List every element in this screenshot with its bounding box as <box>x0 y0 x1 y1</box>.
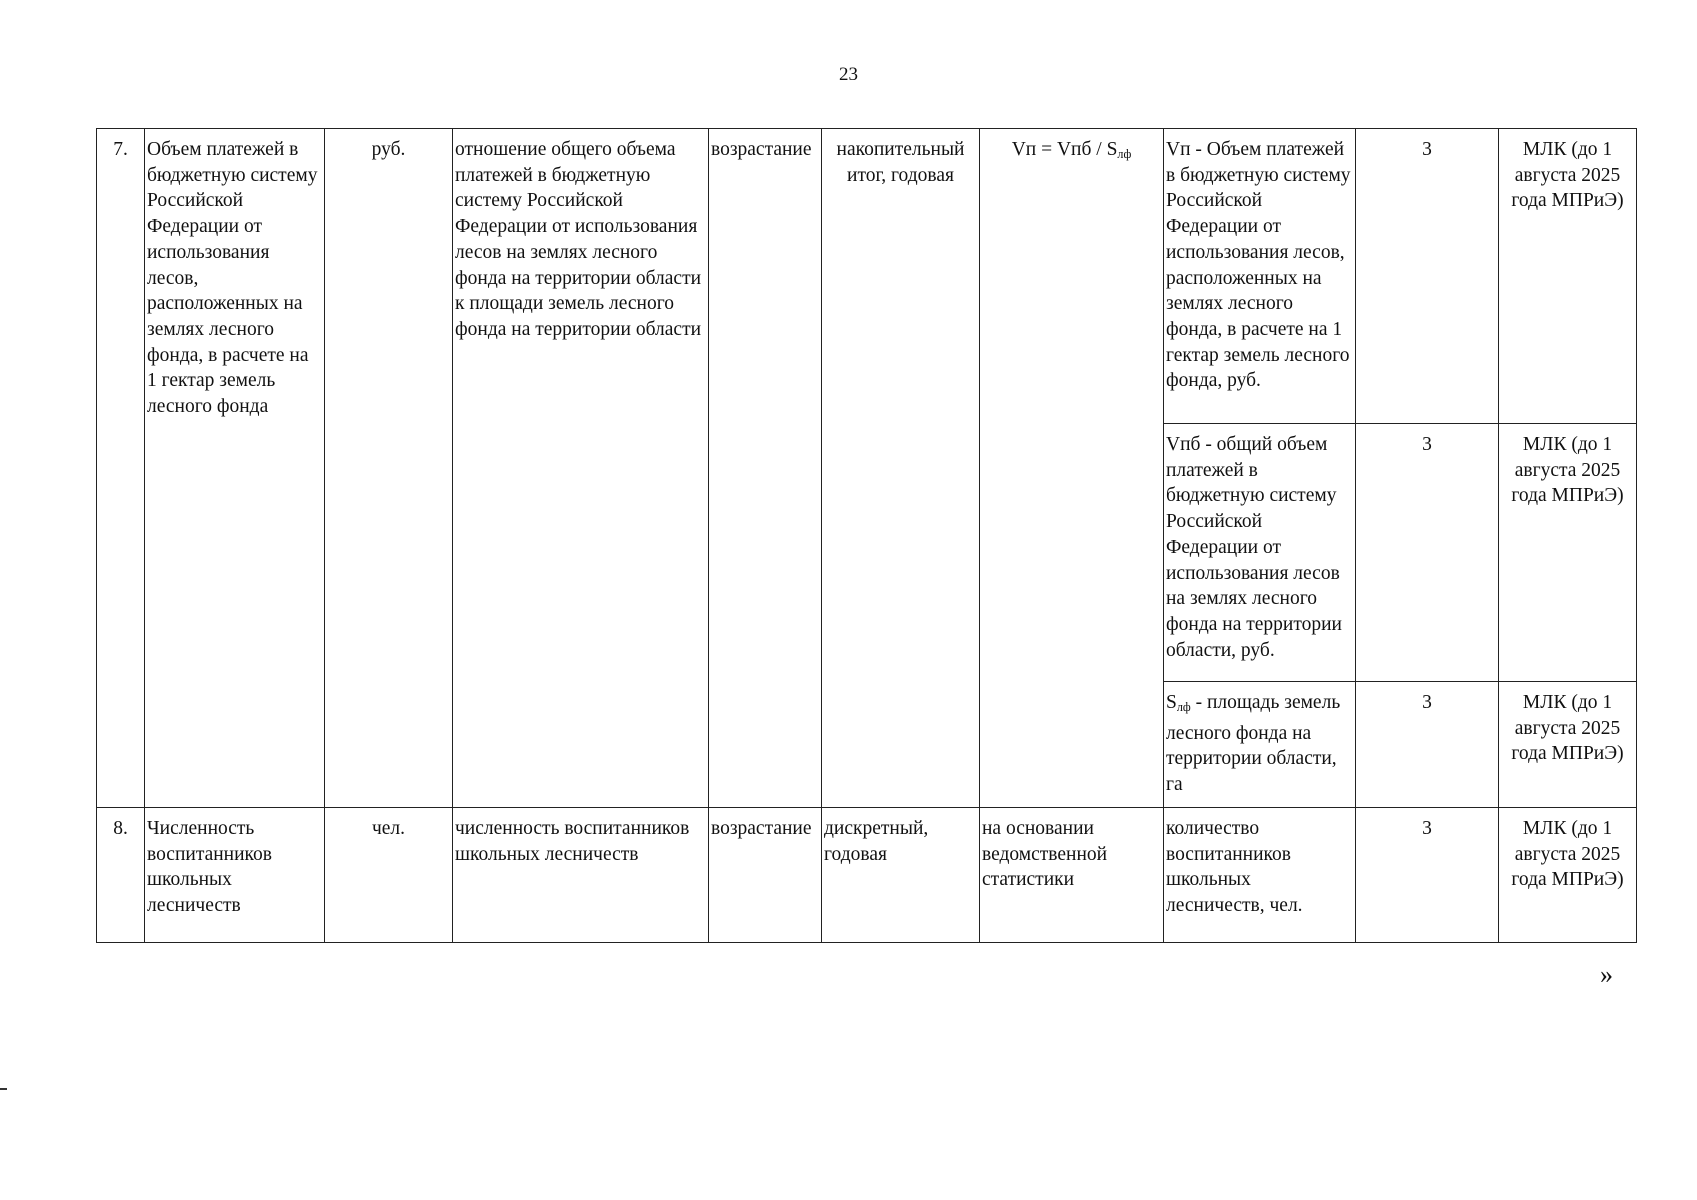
responsible-cell: МЛК (до 1 августа 2025 года МПРиЭ) <box>1499 424 1637 682</box>
indicator-name: Численность воспитанников школьных лесничеств <box>145 808 325 943</box>
formula-main: Vп = Vпб / S <box>1011 139 1118 160</box>
page-number: 23 <box>839 64 858 85</box>
parameter-cell <box>1164 682 1356 808</box>
margin-mark <box>0 1088 7 1090</box>
responsible-cell: МЛК (до 1 августа 2025 года МПРиЭ) <box>1499 129 1637 424</box>
dynamics-cell: возрастание <box>709 129 822 808</box>
method-cell: 3 <box>1356 808 1499 943</box>
unit-cell: руб. <box>325 129 453 808</box>
indicator-type-cell: дискретный, годовая <box>822 808 980 943</box>
responsible-cell: МЛК (до 1 августа 2025 года МПРиЭ) <box>1499 682 1637 808</box>
formula-cell: на основании ведомственной статистики <box>980 808 1164 943</box>
parameter-cell: количество воспитанников школьных лесничеств, чел. <box>1164 808 1356 943</box>
method-cell: 3 <box>1356 424 1499 682</box>
responsible-cell: МЛК (до 1 августа 2025 года МПРиЭ) <box>1499 808 1637 943</box>
parameter-symbol-subscript: лф <box>1176 700 1191 715</box>
table-row <box>97 129 1637 424</box>
method-cell: 3 <box>1356 129 1499 424</box>
method-cell: 3 <box>1356 682 1499 808</box>
indicators-table <box>96 128 1637 943</box>
indicator-name: Объем платежей в бюджетную систему Российской Федерации от использования лесов, расположенных на землях лесного фонда, в расчете на 1 гектар земель лесного фонда <box>145 129 325 808</box>
row-number: 7. <box>97 129 145 808</box>
indicator-type-cell: накопительный итог, годовая <box>822 129 980 808</box>
formula-subscript: лф <box>1117 147 1132 162</box>
parameter-text: - площадь земель лесного фонда на территории области, га <box>1166 692 1341 796</box>
row-number: 8. <box>97 808 145 943</box>
parameter-symbol: S <box>1166 692 1177 713</box>
definition-cell: численность воспитанников школьных лесничеств <box>453 808 709 943</box>
closing-quote-mark: » <box>1600 960 1613 989</box>
parameter-cell: Vп - Объем платежей в бюджетную систему Российской Федерации от использования лесов, расположенных на землях лесного фонда, в расчете на 1 гектар земель лесного фонда, руб. <box>1164 129 1356 424</box>
table-row <box>97 808 1637 943</box>
unit-cell: чел. <box>325 808 453 943</box>
formula-cell <box>980 129 1164 808</box>
parameter-cell: Vпб - общий объем платежей в бюджетную систему Российской Федерации от использования лесов на землях лесного фонда на территории области, руб. <box>1164 424 1356 682</box>
definition-cell: отношение общего объема платежей в бюджетную систему Российской Федерации от использования лесов на землях лесного фонда на территории области к площади земель лесного фонда на территории области <box>453 129 709 808</box>
dynamics-cell: возрастание <box>709 808 822 943</box>
